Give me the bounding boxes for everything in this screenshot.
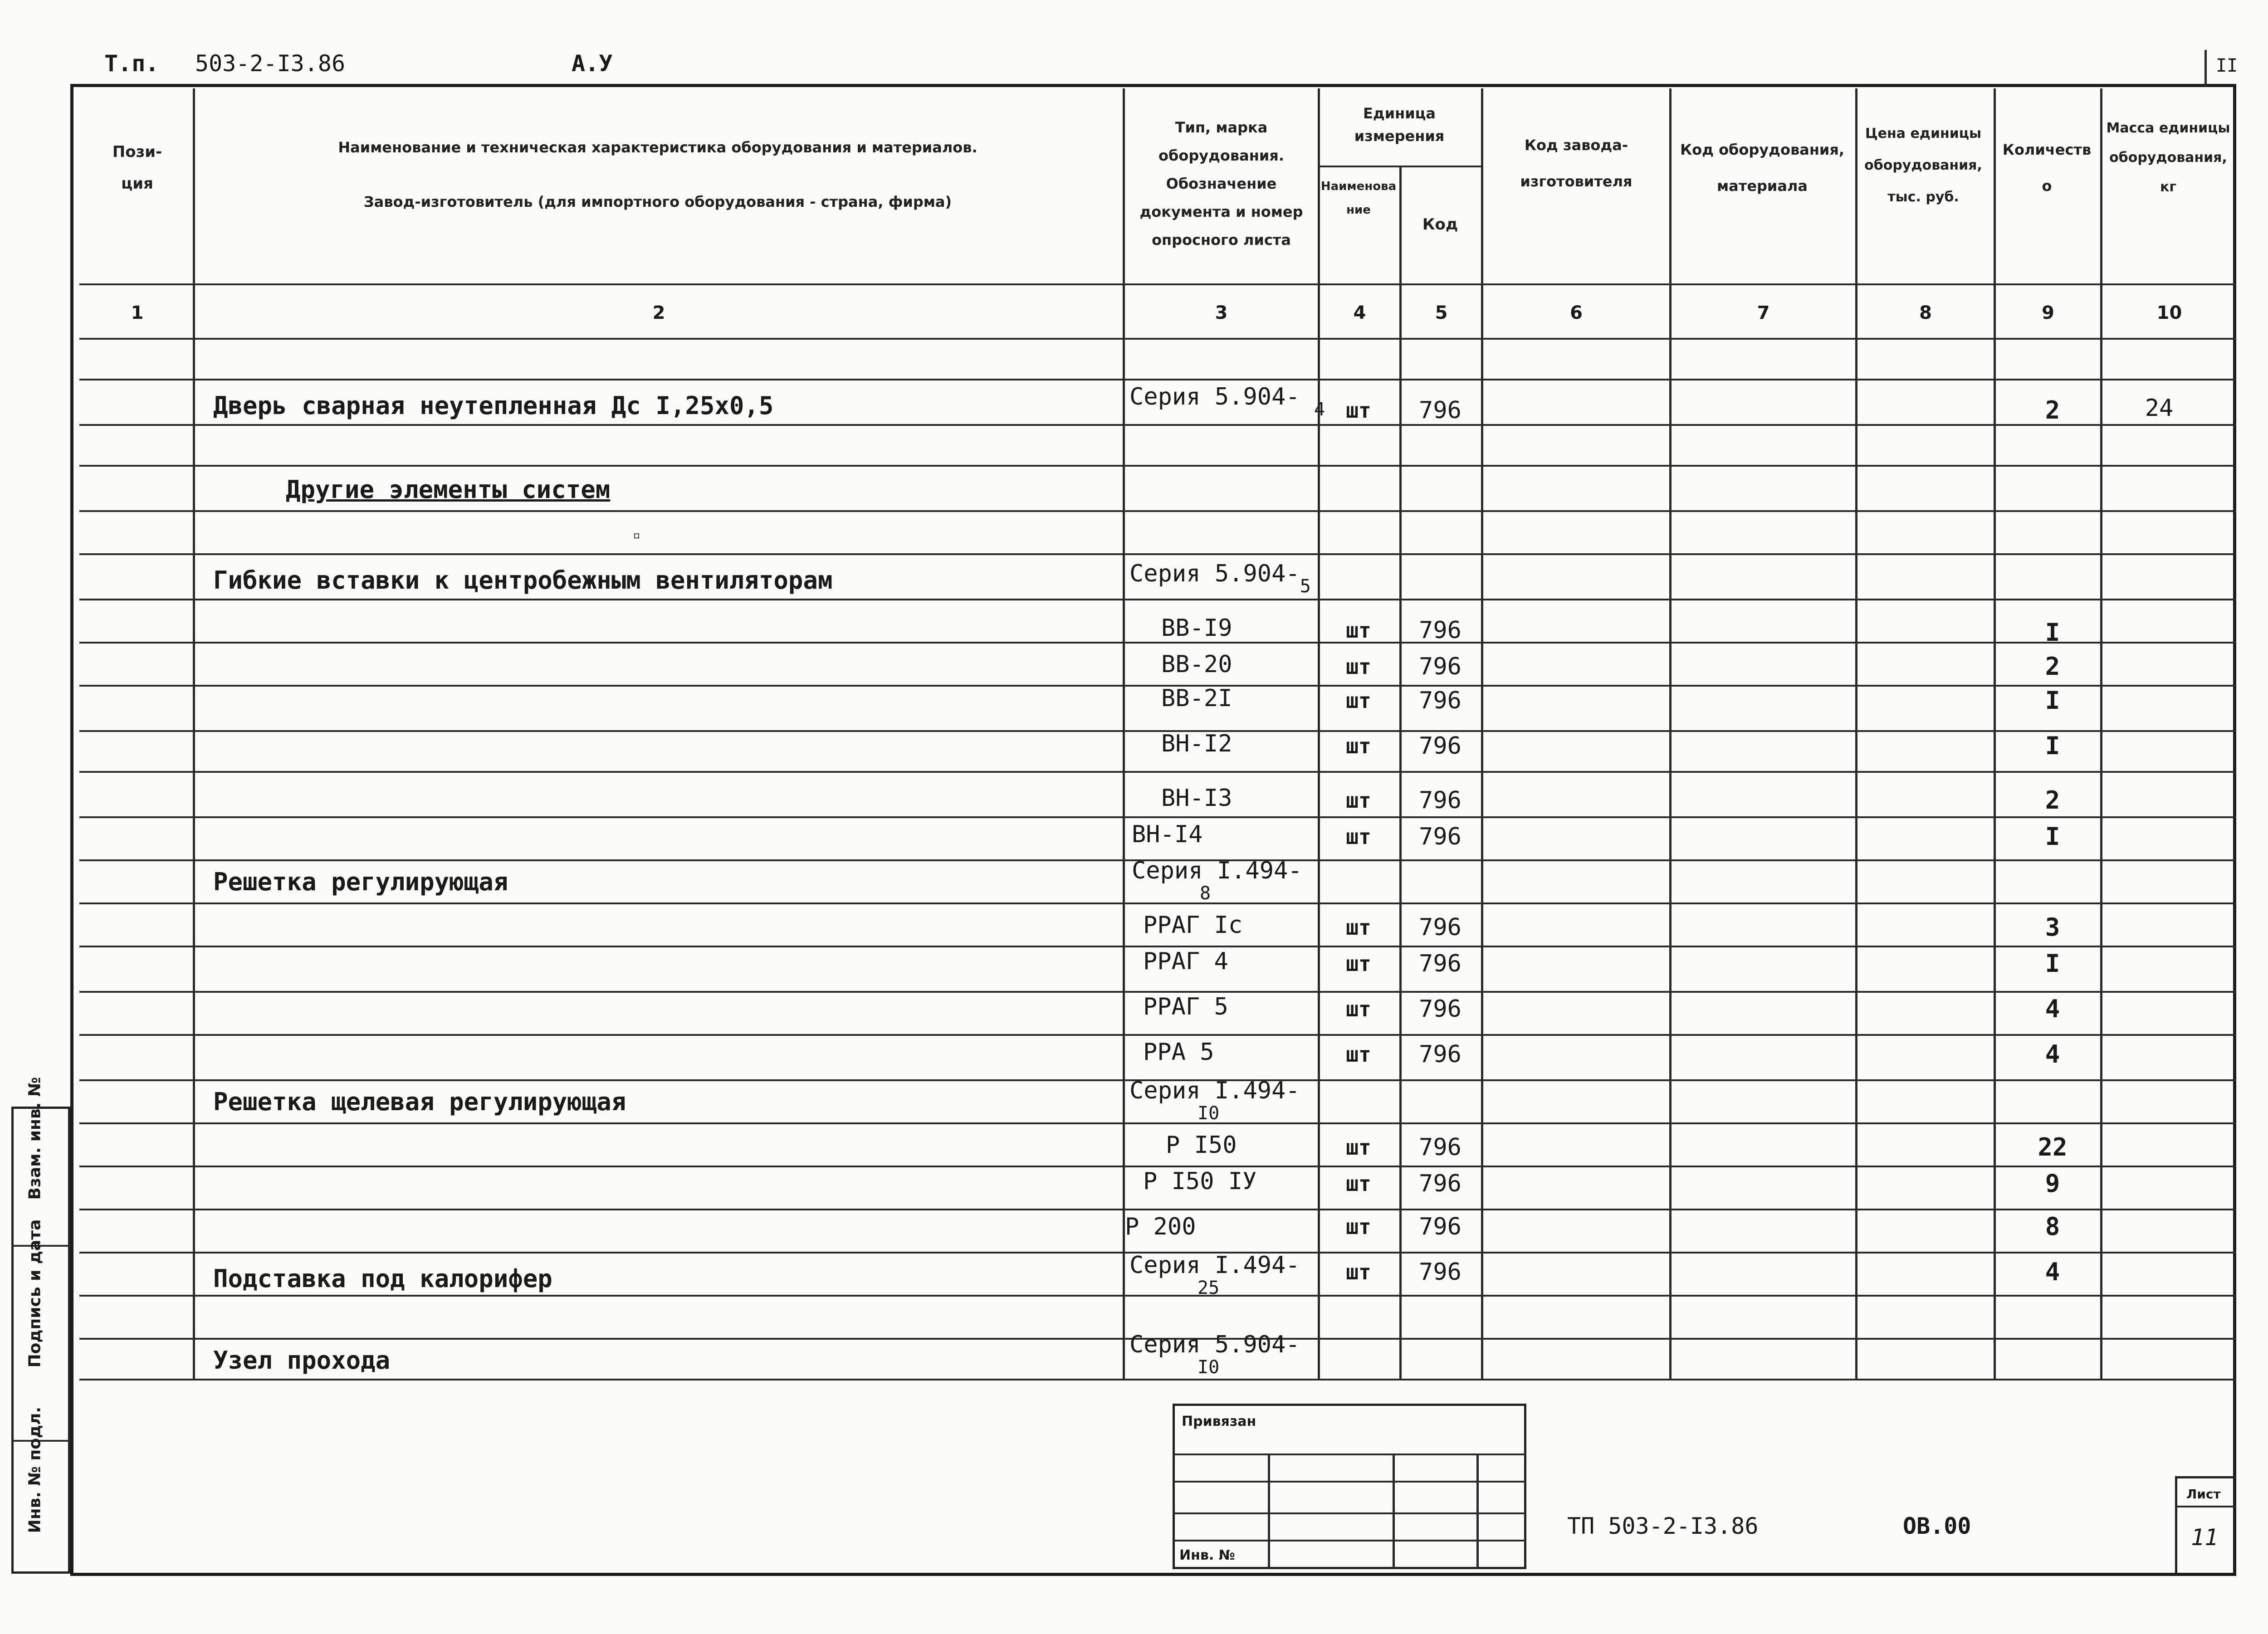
row-unit: шт bbox=[1346, 915, 1371, 940]
row-qty: 4 bbox=[2045, 1040, 2060, 1068]
header-unit-group: Единица измерения bbox=[1354, 105, 1445, 145]
colnum-3: 3 bbox=[1215, 302, 1228, 323]
row-line bbox=[79, 1209, 2236, 1210]
stamp-line bbox=[1173, 1512, 1526, 1514]
colnum-6: 6 bbox=[1570, 302, 1583, 323]
sheet-label: Лист bbox=[2186, 1487, 2221, 1502]
small-mark: ▫ bbox=[633, 527, 640, 542]
row-unit: шт bbox=[1346, 654, 1371, 679]
row-line bbox=[79, 1295, 2236, 1297]
row-code: 796 bbox=[1419, 950, 1461, 977]
row-name: Узел прохода bbox=[213, 1346, 391, 1375]
colnum-8: 8 bbox=[1919, 302, 1932, 323]
row-name: Решетка щелевая регулирующая bbox=[213, 1088, 626, 1116]
row-line bbox=[79, 771, 2236, 773]
row-qty: I bbox=[2045, 822, 2060, 851]
row-type: Р I50 bbox=[1166, 1132, 1237, 1159]
row-type: ВН-I2 bbox=[1161, 730, 1232, 757]
header-position: Пози- ция bbox=[112, 143, 162, 193]
row-unit: шт bbox=[1346, 734, 1371, 758]
colnum-9: 9 bbox=[2042, 302, 2054, 323]
row-line bbox=[79, 599, 2236, 600]
row-line bbox=[79, 902, 2236, 904]
row-code: 796 bbox=[1419, 995, 1461, 1023]
row-line bbox=[79, 991, 2236, 993]
row-type: Р 200 bbox=[1125, 1213, 1196, 1240]
stamp-col bbox=[1393, 1454, 1395, 1569]
row-qty: 3 bbox=[2045, 913, 2060, 941]
row-type: Серия I.494- 25 bbox=[1129, 1252, 1300, 1298]
row-type: ВВ-I9 bbox=[1161, 615, 1232, 642]
row-unit: шт bbox=[1346, 788, 1371, 813]
page-mark-divider bbox=[2204, 50, 2207, 86]
row-name: Решетка регулирующая bbox=[213, 868, 508, 896]
row-qty: I bbox=[2045, 949, 2060, 978]
row-qty: 8 bbox=[2045, 1212, 2060, 1241]
row-unit: шт bbox=[1346, 997, 1371, 1021]
stamp-line bbox=[1173, 1481, 1526, 1483]
stamp-inv-no: Инв. № bbox=[1179, 1547, 1235, 1563]
row-code: 796 bbox=[1419, 823, 1461, 850]
stamp-line bbox=[1173, 1454, 1526, 1455]
footer-doc-code: ТП 503-2-I3.86 bbox=[1567, 1513, 1759, 1539]
row-line bbox=[79, 465, 2236, 467]
row-type: РРАГ 4 bbox=[1143, 948, 1228, 975]
row-code: 796 bbox=[1419, 732, 1461, 760]
row-type: Серия I.494- 8 bbox=[1132, 857, 1302, 904]
row-code: 796 bbox=[1419, 787, 1461, 814]
col-line-2 bbox=[1123, 88, 1125, 1379]
row-line bbox=[79, 816, 2236, 818]
row-unit: шт bbox=[1346, 618, 1371, 643]
row-code: 796 bbox=[1419, 397, 1461, 424]
header-type: Тип, марка оборудования. Обозначение документа и номер опросного листа bbox=[1139, 119, 1303, 249]
row-code: 796 bbox=[1419, 687, 1461, 714]
colnum-1: 1 bbox=[131, 302, 144, 323]
row-qty: 4 bbox=[2045, 1258, 2060, 1286]
row-type: Серия 5.904- I0 bbox=[1129, 1331, 1300, 1378]
row-line bbox=[79, 1122, 2236, 1124]
header-name-line2: Завод-изготовитель (для импортного оборудования - страна, фирма) bbox=[363, 193, 952, 210]
row-line bbox=[79, 946, 2236, 947]
margin-vzam-label: Взам. инв. № bbox=[25, 1077, 44, 1200]
row-qty: 9 bbox=[2045, 1169, 2060, 1198]
row-line bbox=[79, 685, 2236, 687]
header-bottom-line bbox=[79, 283, 2236, 285]
row-code: 796 bbox=[1419, 1170, 1461, 1197]
row-code: 796 bbox=[1419, 653, 1461, 680]
header-mass: Масса единицы оборудования, кг bbox=[2106, 120, 2230, 195]
stamp-privyazan: Привязан bbox=[1182, 1414, 1256, 1429]
row-qty: 2 bbox=[2045, 396, 2060, 424]
row-type: РРА 5 bbox=[1143, 1039, 1214, 1066]
row-type: РРАГ 5 bbox=[1143, 993, 1228, 1020]
header-name-line1: Наименование и техническая характеристика оборудования и материалов. bbox=[338, 139, 978, 156]
row-code: 796 bbox=[1419, 1258, 1461, 1286]
row-unit: шт bbox=[1346, 1042, 1371, 1067]
col-line-7 bbox=[1855, 88, 1857, 1379]
col-line-8 bbox=[1994, 88, 1996, 1379]
row-line bbox=[79, 1034, 2236, 1036]
row-name: Гибкие вставки к центробежным вентиляторам bbox=[213, 566, 833, 595]
footer-section: ОВ.00 bbox=[1903, 1513, 1971, 1539]
row-line bbox=[79, 510, 2236, 512]
section-heading: Другие элементы систем bbox=[286, 475, 611, 504]
sheet-number: 11 bbox=[2191, 1524, 2219, 1551]
row-code: 796 bbox=[1419, 914, 1461, 941]
row-type: ВН-I4 bbox=[1132, 821, 1203, 848]
row-type: ВВ-2I bbox=[1161, 685, 1232, 712]
colnum-7: 7 bbox=[1757, 302, 1770, 323]
row-unit: шт bbox=[1346, 1215, 1371, 1239]
header-equipment-code: Код оборудования, материала bbox=[1680, 141, 1845, 195]
row-code: 796 bbox=[1419, 1213, 1461, 1240]
col-line-1 bbox=[193, 88, 195, 1379]
colnum-5: 5 bbox=[1435, 302, 1448, 323]
row-unit: шт bbox=[1346, 824, 1371, 849]
page-mark: II bbox=[2216, 55, 2238, 76]
header-factory-code: Код завода-изготовителя bbox=[1520, 137, 1633, 190]
row-type: Серия 5.904- $_4$ bbox=[1129, 383, 1325, 420]
row-code: 796 bbox=[1419, 1041, 1461, 1068]
row-qty: 22 bbox=[2038, 1133, 2068, 1161]
colnum-bottom-line bbox=[79, 338, 2236, 340]
stamp-col bbox=[1268, 1454, 1270, 1569]
row-qty: 4 bbox=[2045, 995, 2060, 1023]
row-mass: 24 bbox=[2145, 395, 2174, 422]
row-line bbox=[79, 379, 2236, 380]
row-line bbox=[79, 730, 2236, 732]
header-unit-code: Код bbox=[1422, 215, 1458, 234]
margin-podpis-label: Подпись и дата bbox=[25, 1219, 44, 1368]
row-qty: I bbox=[2045, 686, 2060, 715]
row-type: РРАГ Iс bbox=[1143, 912, 1243, 939]
tp-label: Т.п. bbox=[104, 50, 159, 77]
row-unit: шт bbox=[1346, 1171, 1371, 1196]
row-type: Серия I.494- I0 bbox=[1129, 1077, 1300, 1124]
col-line-5 bbox=[1481, 88, 1483, 1379]
colnum-2: 2 bbox=[652, 302, 665, 323]
row-unit: шт bbox=[1346, 951, 1371, 976]
row-unit: шт bbox=[1346, 1260, 1371, 1284]
row-type: Р I50 IУ bbox=[1143, 1168, 1257, 1195]
header-quantity: Количество bbox=[2002, 141, 2092, 195]
row-line bbox=[79, 642, 2236, 644]
row-qty: I bbox=[2045, 618, 2060, 647]
row-type: ВВ-20 bbox=[1161, 651, 1232, 678]
tp-number: 503-2-I3.86 bbox=[195, 50, 346, 77]
margin-inv-label: Инв. № подл. bbox=[25, 1406, 44, 1533]
stamp-col bbox=[1476, 1454, 1479, 1569]
row-name: Подставка под калорифер bbox=[213, 1264, 552, 1293]
row-qty: I bbox=[2045, 732, 2060, 760]
colnum-4: 4 bbox=[1353, 302, 1366, 323]
row-code: 796 bbox=[1419, 1134, 1461, 1161]
row-unit: шт bbox=[1346, 688, 1371, 713]
row-type: Серия $5.904-_5$ bbox=[1129, 560, 1311, 597]
row-line bbox=[79, 553, 2236, 555]
row-name: Дверь сварная неутепленная Дс I,25х0,5 bbox=[213, 391, 774, 420]
col-line-6 bbox=[1669, 88, 1672, 1379]
row-unit: шт bbox=[1346, 398, 1371, 423]
row-unit: шт bbox=[1346, 1135, 1371, 1160]
row-line bbox=[79, 1166, 2236, 1167]
row-code: 796 bbox=[1419, 617, 1461, 644]
album-mark: А.У bbox=[572, 50, 613, 77]
row-qty: 2 bbox=[2045, 786, 2060, 815]
stamp-line bbox=[1173, 1540, 1526, 1541]
row-line bbox=[79, 424, 2236, 426]
table-bottom-line bbox=[79, 1379, 2236, 1380]
header-unit-name: Наименование bbox=[1320, 180, 1397, 217]
header-price: Цена единицы оборудования, тыс. руб. bbox=[1864, 126, 1982, 205]
row-type: ВН-I3 bbox=[1161, 785, 1232, 812]
colnum-10: 10 bbox=[2156, 302, 2182, 323]
row-qty: 2 bbox=[2045, 652, 2060, 681]
